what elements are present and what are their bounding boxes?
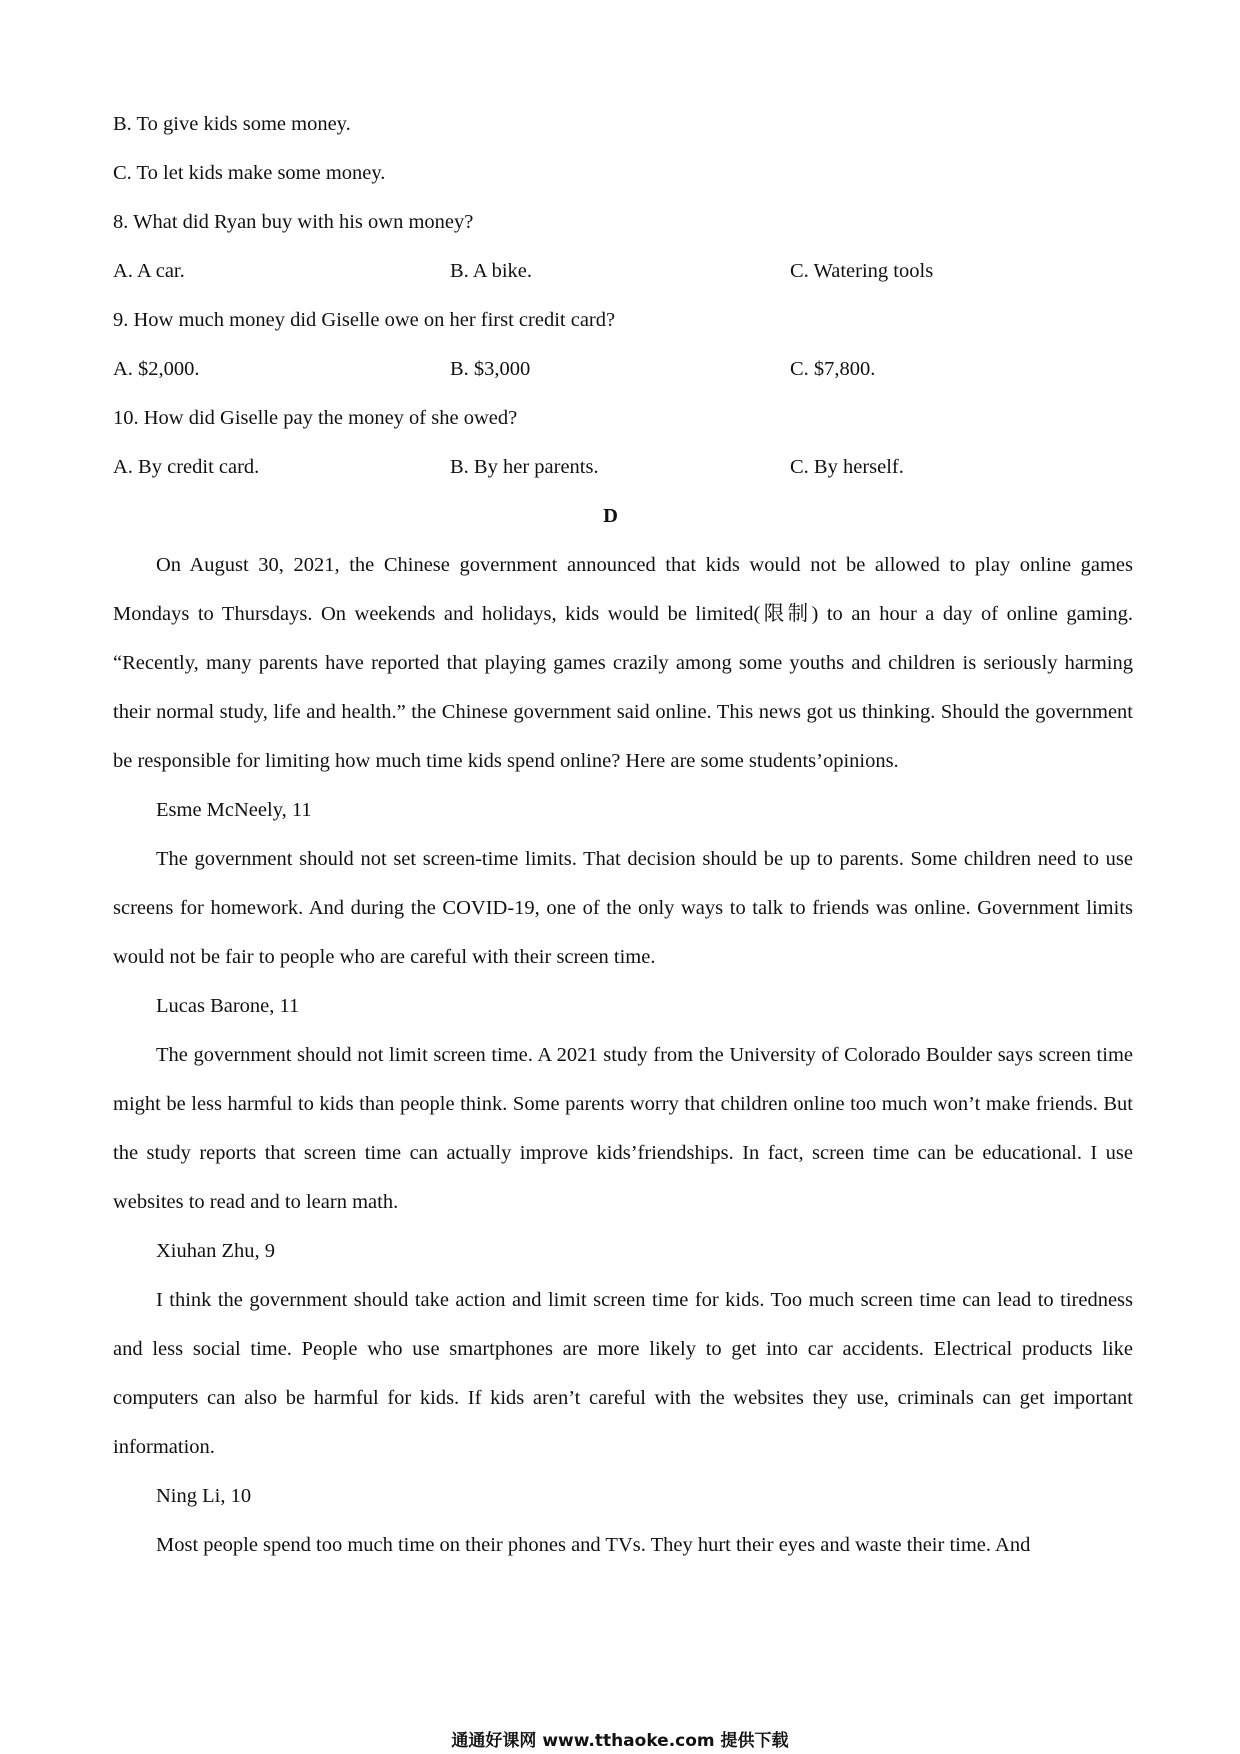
section-title-d: D <box>603 505 618 527</box>
q9-stem: 9. How much money did Giselle owe on her first credit card? <box>113 309 616 331</box>
passage-intro: On August 30, 2021, the Chinese government announced that kids would not be allowed to play online games Mondays to Thursdays. On weekends and holidays, kids would be limited(限制) to an hour a day of online gaming. “Recently, many parents have reported that playing games crazily among some youths and children is seriously harming their normal study, life and health.” the Chinese government said online. This news got us thinking. Should the government be responsible for limiting how much time kids spend online? Here are some students’opinions. <box>113 554 1133 772</box>
q8-option-c: C. Watering tools <box>790 260 934 282</box>
q10-option-b: B. By her parents. <box>450 456 599 478</box>
q8-stem: 8. What did Ryan buy with his own money? <box>113 211 474 233</box>
opinion-speaker: Lucas Barone, 11 <box>156 995 300 1017</box>
opinion-text: I think the government should take action and limit screen time for kids. Too much screen time can lead to tiredness and less social time. People who use smartphones are more likely to get into car accidents. Electrical products like computers can also be harmful for kids. If kids aren’t careful with the websites they use, criminals can get important information. <box>113 1289 1133 1458</box>
opinion-speaker: Xiuhan Zhu, 9 <box>156 1240 275 1262</box>
q9-options <box>113 345 1133 394</box>
q8-option-a: A. A car. <box>113 260 185 282</box>
q8-option-b: B. A bike. <box>450 260 533 282</box>
opinion-speaker: Ning Li, 10 <box>156 1485 252 1507</box>
q9-option-b: B. $3,000 <box>450 358 531 380</box>
q10-option-a: A. By credit card. <box>113 456 260 478</box>
q9-option-a: A. $2,000. <box>113 358 200 380</box>
q7-option-b: B. To give kids some money. <box>113 113 351 135</box>
q10-options <box>113 443 1133 492</box>
q8-options <box>113 247 1133 296</box>
q10-stem: 10. How did Giselle pay the money of she owed? <box>113 407 518 429</box>
opinion-text: The government should not set screen-time limits. That decision should be up to parents. Some children need to use screens for homework. And during the COVID-19, one of the only ways to talk to friends was online. Government limits would not be fair to people who are careful with their screen time. <box>113 848 1133 968</box>
opinion-text: Most people spend too much time on their phones and TVs. They hurt their eyes and waste their time. And <box>156 1534 1031 1556</box>
q9-option-c: C. $7,800. <box>790 358 876 380</box>
opinion-text: The government should not limit screen time. A 2021 study from the University of Colorado Boulder says screen time might be less harmful to kids than people think. Some parents worry that children online too much won’t make friends. But the study reports that screen time can actually improve kids’friendships. In fact, screen time can be educational. I use websites to read and to learn math. <box>113 1044 1133 1213</box>
document-page <box>113 100 1133 1570</box>
opinion-speaker: Esme McNeely, 11 <box>156 799 312 821</box>
page-footer: 通通好课网 www.tthaoke.com 提供下载 <box>451 1731 789 1751</box>
q10-option-c: C. By herself. <box>790 456 904 478</box>
q7-option-c: C. To let kids make some money. <box>113 162 386 184</box>
